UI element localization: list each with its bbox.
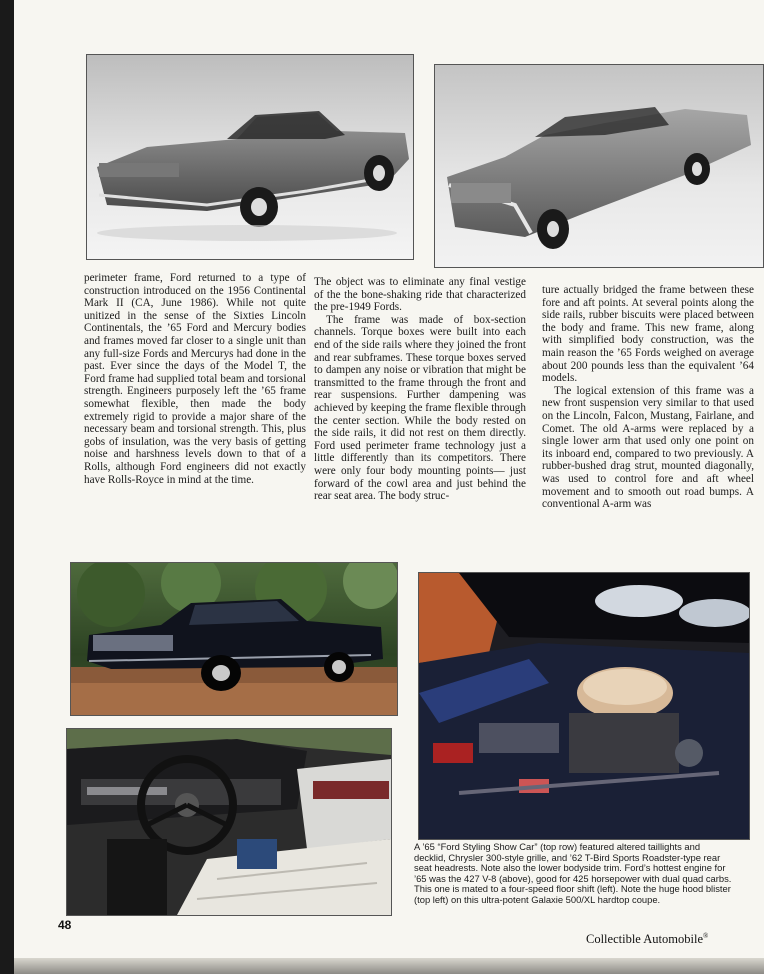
col2-paragraph-1: The object was to eliminate any final vestige of the the bone-shaking ride that characterized the pre-1949 Fords. [314, 276, 526, 314]
page-bottom-edge [14, 958, 764, 974]
body-text-column-1 [84, 272, 306, 486]
col2-paragraph-2: The frame was made of box-section channels. Torque boxes were built into each end of the side rails where they joined the front and rear subframes. These torque boxes served to dampen any noise or vibration that might be transmitted to the frame through the front and rear suspensions. Further dampening was achieved by keeping the frame flexible through the center section. While the body rested on the side rails, it did not rest on them directly. Ford used perimeter frame technology just a little differently than its competitors. There were only four body mounting points— just forward of the cowl area and just behind the rear seat area. The body struc- [314, 313, 526, 503]
convertible-rear-view-photo [86, 54, 414, 260]
page-number: 48 [58, 918, 72, 932]
running-footer-title: Collectible Automobile [586, 932, 703, 947]
col3-paragraph-2: The logical extension of this frame was a new front suspension very similar to that used on the Lincoln, Falcon, Mustang, Fairlane, and Comet. The old A-arms were replaced by a single lower arm that used only one point on its inboard end, compared to two previously. A rubber-bushed drag strut, mounted diagonally, was used to control fore and aft wheel movement and to smooth out road bumps. A conventional A-arm was [542, 384, 754, 511]
photo-caption: A ’65 “Ford Styling Show Car” (top row) featured altered taillights and decklid, Chrysler 300-style grille, and ’62 T-Bird Sports Roadster-type rear seat headrests. Note also the lower bodyside trim. Ford’s hottest engine for ’65 was the 427 V-8 (above), good for 425 horsepower with dual quad carbs. This one is mated to a four-speed floor shift (left). Note the huge hood blister (top left) on this ultra-potent Galaxie 500/XL hardtop coupe. [414, 841, 732, 905]
galaxie-hardtop-photo [70, 562, 398, 716]
running-footer [586, 932, 708, 947]
convertible-front-view-photo [434, 64, 764, 268]
magazine-page [14, 0, 764, 974]
col1-paragraph-1: perimeter frame, Ford returned to a type of construction introduced on the 1956 Continental Mark II (CA, June 1986). While not quite unitized in the sense of the Sixties Lincoln Continentals, the ’65 Ford and Mercury bodies and frames moved far closer to a single unit than any full-size Fords and Mercurys had done in the past. Ever since the days of the Model T, the Ford frame had supplied total beam and torsional strength. Engineers purposely left the ’65 frame somewhat flexible, then made the body extremely rigid to provide a major share of the necessary beam and torsional strength. This, plus gobs of insulation, was the very basis of getting noise and harshness levels down to that of a Rolls, although Ford engineers did not exactly have Rolls-Royce in mind at the time. [84, 272, 306, 486]
engine-bay-photo [418, 572, 750, 840]
registered-mark: ® [703, 932, 709, 940]
col3-paragraph-1: ture actually bridged the frame between these fore and aft points. At several points along the side rails, rubber biscuits were placed between the body and frame. This new frame, along with simplified body construction, was the main reason the ’65 Fords weighed on average about 200 pounds less than the equivalent ’64 models. [542, 284, 754, 385]
body-text-column-3 [542, 284, 754, 511]
interior-dashboard-photo [66, 728, 392, 916]
body-text-column-2 [314, 276, 526, 503]
